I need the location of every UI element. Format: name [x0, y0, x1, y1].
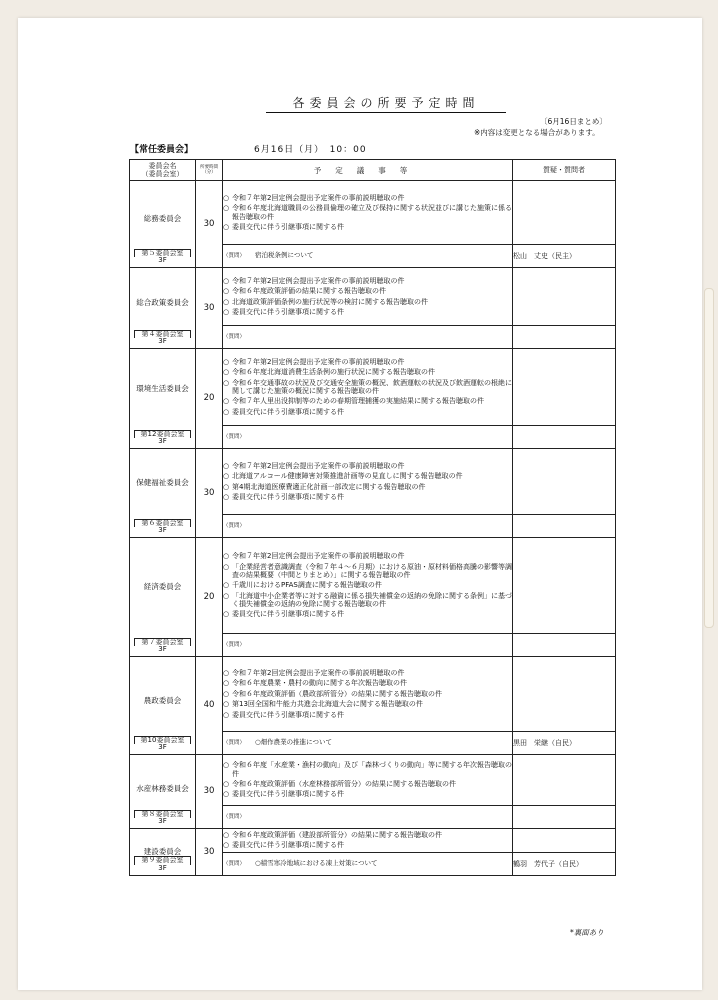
question-topic-cell — [223, 852, 513, 875]
committee-room — [134, 810, 191, 826]
schedule-body — [130, 181, 616, 876]
agenda-item-text: 令和７年第2回定例会提出予定案件の事前説明聴取の件 — [232, 193, 405, 202]
agenda-item-text: 令和７年第2回定例会提出予定案件の事前説明聴取の件 — [232, 357, 405, 366]
agenda-item — [223, 669, 512, 677]
header-questioner: 質疑・質問者 — [513, 160, 616, 181]
committee-cell — [130, 657, 196, 755]
bullet-circle-icon: ○ — [223, 761, 230, 770]
agenda-item — [223, 610, 512, 618]
question-label: （質問） — [223, 814, 246, 821]
agenda-item — [223, 679, 512, 687]
required-minutes: 20 — [196, 349, 223, 449]
agenda-item-text: 令和６年度北海道職員の公務員倫理の確立及び保持に関する状況並びに講じた施策に係る報告聴取の件 — [232, 204, 512, 221]
section-heading: 【常任委員会】 — [130, 145, 194, 155]
committee-room — [134, 638, 191, 654]
agenda-item-text: 令和６年度政策評価（建設部所管分）の結果に関する報告聴取の件 — [232, 831, 442, 839]
committee-row — [130, 657, 616, 732]
agenda-item — [223, 308, 512, 316]
committee-name: 総合政策委員会 — [136, 298, 189, 308]
agenda-items — [223, 349, 513, 426]
agenda-items — [223, 449, 513, 515]
questioner-empty-cell — [513, 657, 616, 732]
bullet-circle-icon: ○ — [223, 562, 230, 571]
bullet-circle-icon: ○ — [223, 222, 230, 231]
agenda-item — [223, 493, 512, 501]
agenda-item-text: 北海道アルコール健康障害対策推進計画等の見直しに関する報告聴取の件 — [232, 472, 463, 481]
agenda-item — [223, 408, 512, 416]
bullet-circle-icon: ○ — [223, 591, 230, 600]
questioner-empty-cell — [513, 755, 616, 806]
bullet-circle-icon: ○ — [223, 689, 230, 698]
committee-room — [134, 330, 191, 346]
agenda-item-text: 令和７年人里出没抑制等のための春期管理捕獲の実施結果に関する報告聴取の件 — [232, 397, 484, 406]
committee-row — [130, 829, 616, 853]
agenda-item — [223, 223, 512, 231]
agenda-item-text: 令和７年第2回定例会提出予定案件の事前説明聴取の件 — [232, 461, 405, 470]
committee-cell — [130, 755, 196, 829]
committee-name: 水産林務委員会 — [136, 784, 189, 794]
agenda-item — [223, 462, 512, 470]
committee-name: 農政委員会 — [143, 695, 182, 705]
room-floor: 3F — [158, 743, 167, 752]
agenda-items — [223, 829, 513, 853]
agenda-item-text: 令和６年度政策評価の結果に関する報告聴取の件 — [232, 287, 386, 296]
agenda-item — [223, 358, 512, 366]
committee-room — [134, 430, 191, 446]
committee-cell — [130, 268, 196, 349]
committee-name: 総務委員会 — [143, 213, 182, 223]
agenda-item-text: 令和７年第2回定例会提出予定案件の事前説明聴取の件 — [232, 669, 405, 678]
bullet-circle-icon: ○ — [223, 378, 230, 387]
session-datetime: 6月16日（月） 10：00 — [254, 145, 367, 155]
bullet-circle-icon: ○ — [223, 276, 230, 285]
agenda-item — [223, 483, 512, 491]
room-floor: 3F — [158, 864, 167, 873]
room-floor: 3F — [158, 526, 167, 535]
agenda-item-text: 令和７年第2回定例会提出予定案件の事前説明聴取の件 — [232, 552, 405, 561]
agenda-item-text: 「北海道中小企業者等に対する融資に係る損失補償金の返納の免除に関する条例」に基づく損失補償金の返納の免除に関する報告聴取の件 — [232, 591, 512, 609]
agenda-item-text: 北海道政策評価条例の施行状況等の検討に関する報告聴取の件 — [232, 297, 428, 306]
agenda-item-text: 令和６年度農業・農村の動向に関する年次報告聴取の件 — [232, 679, 407, 688]
room-floor: 3F — [158, 256, 167, 265]
committee-cell — [130, 181, 196, 268]
bullet-circle-icon: ○ — [223, 679, 230, 688]
bullet-circle-icon: ○ — [223, 710, 230, 719]
question-topic-cell — [223, 732, 513, 755]
committee-row — [130, 538, 616, 634]
document-title: 各委員会の所要予定時間 — [266, 94, 506, 113]
agenda-item-text: 令和７年第2回定例会提出予定案件の事前説明聴取の件 — [232, 276, 405, 285]
agenda-item-text: 第4期北海道医療費適正化計画一部改定に関する報告聴取の件 — [232, 482, 426, 491]
agenda-item-text: 委員交代に伴う引継事項に関する件 — [232, 790, 344, 799]
room-name: 第９委員会室 — [134, 856, 191, 865]
bullet-circle-icon: ○ — [223, 204, 230, 213]
agenda-item-text: 委員交代に伴う引継事項に関する件 — [232, 841, 344, 850]
required-minutes: 30 — [196, 755, 223, 829]
bullet-circle-icon: ○ — [223, 193, 230, 202]
question-label: （質問） — [223, 642, 246, 649]
required-minutes: 30 — [196, 268, 223, 349]
header-minutes: 所要時間 （分） — [196, 160, 223, 181]
question-label: （質問） — [223, 740, 246, 747]
agenda-items — [223, 268, 513, 326]
agenda-items — [223, 538, 513, 634]
question-topic-cell — [223, 806, 513, 829]
bullet-circle-icon: ○ — [223, 407, 230, 416]
questioner-name: 黒田 栄継（自民） — [513, 732, 616, 755]
room-name: 第12委員会室 — [134, 430, 191, 439]
bullet-circle-icon: ○ — [223, 287, 230, 296]
bullet-circle-icon: ○ — [223, 790, 230, 799]
agenda-item — [223, 563, 512, 580]
header-committee: 委員会名 （委員会室） — [130, 160, 196, 181]
question-topic: 宿泊税条例について — [255, 251, 314, 260]
questioner-empty-cell — [513, 538, 616, 634]
agenda-item-text: 第13回全国和牛能力共進会北海道大会に関する報告聴取の件 — [232, 700, 423, 709]
question-label: （質問） — [223, 860, 246, 867]
committee-row — [130, 449, 616, 515]
agenda-item — [223, 700, 512, 708]
room-name: 第５委員会室 — [134, 249, 191, 258]
reverse-side-note: *裏面あり — [570, 928, 604, 937]
questioner-empty-cell — [513, 268, 616, 326]
question-topic-cell — [223, 515, 513, 538]
committee-room — [134, 249, 191, 265]
room-name: 第４委員会室 — [134, 330, 191, 339]
committee-room — [134, 856, 191, 872]
question-topic-cell — [223, 326, 513, 349]
bullet-circle-icon: ○ — [223, 700, 230, 709]
document-page — [18, 18, 702, 990]
change-notice: ※内容は変更となる場合があります。 — [474, 128, 600, 137]
agenda-item — [223, 711, 512, 719]
header-items: 予定議事等 — [223, 160, 513, 181]
committee-row — [130, 349, 616, 426]
agenda-item-text: 令和６年度政策評価（水産林務部所管分）の結果に関する報告聴取の件 — [232, 780, 456, 788]
questioner-name: 鶴羽 芳代子（自民） — [513, 852, 616, 875]
agenda-item — [223, 780, 512, 788]
scroll-handle[interactable] — [704, 288, 714, 628]
committee-cell — [130, 449, 196, 538]
bullet-circle-icon: ○ — [223, 780, 230, 788]
agenda-items — [223, 657, 513, 732]
required-minutes: 30 — [196, 829, 223, 876]
agenda-item — [223, 841, 512, 849]
room-name: 第７委員会室 — [134, 638, 191, 647]
questioner-empty-cell — [513, 181, 616, 245]
question-label: （質問） — [223, 253, 246, 260]
bullet-circle-icon: ○ — [223, 357, 230, 366]
agenda-item-text: 委員交代に伴う引継事項に関する件 — [232, 492, 344, 501]
bullet-circle-icon: ○ — [223, 552, 230, 561]
questioner-name — [513, 326, 616, 349]
committee-cell — [130, 829, 196, 876]
room-floor: 3F — [158, 337, 167, 346]
bullet-circle-icon: ○ — [223, 831, 230, 839]
bullet-circle-icon: ○ — [223, 669, 230, 678]
agenda-item-text: 令和６年度北海道消費生活条例の施行状況に関する報告聴取の件 — [232, 368, 435, 377]
agenda-items — [223, 181, 513, 245]
room-floor: 3F — [158, 437, 167, 446]
agenda-item — [223, 790, 512, 798]
committee-row — [130, 181, 616, 245]
agenda-item-text: 委員交代に伴う引継事項に関する件 — [232, 407, 344, 416]
question-topic: ○積雪寒冷地域における凍上対策について — [255, 858, 378, 867]
bullet-circle-icon: ○ — [223, 461, 230, 470]
committee-name: 保健福祉委員会 — [136, 478, 189, 488]
room-name: 第10委員会室 — [134, 736, 191, 745]
bullet-circle-icon: ○ — [223, 482, 230, 491]
questioner-empty-cell — [513, 829, 616, 853]
committee-cell — [130, 538, 196, 657]
committee-room — [134, 519, 191, 535]
committee-room — [134, 736, 191, 752]
bullet-circle-icon: ○ — [223, 297, 230, 306]
agenda-item-text: 令和６年度政策評価（農政部所管分）の結果に関する報告聴取の件 — [232, 689, 442, 698]
question-topic-cell — [223, 634, 513, 657]
questioner-name — [513, 634, 616, 657]
questioner-name: 松山 丈史（民主） — [513, 245, 616, 268]
room-floor: 3F — [158, 817, 167, 826]
committee-name: 環境生活委員会 — [136, 383, 189, 393]
committee-row — [130, 755, 616, 806]
agenda-item — [223, 472, 512, 480]
agenda-item-text: 令和６年度「水産業・漁村の動向」及び「森林づくりの動向」等に関する年次報告聴取の件 — [232, 761, 512, 778]
questioner-empty-cell — [513, 449, 616, 515]
room-name: 第８委員会室 — [134, 810, 191, 819]
questioner-empty-cell — [513, 349, 616, 426]
questioner-name — [513, 806, 616, 829]
schedule-table — [129, 159, 616, 876]
committee-name: 経済委員会 — [143, 581, 182, 591]
question-topic-cell — [223, 245, 513, 268]
agenda-item-text: 千歳川におけるPFAS調査に関する報告聴取の件 — [232, 581, 382, 590]
agenda-item — [223, 204, 512, 221]
required-minutes: 30 — [196, 449, 223, 538]
questioner-name — [513, 426, 616, 449]
agenda-item-text: 「企業経営者意識調査（令和７年４～６月期）における原油・原材料価格高騰の影響等調査の結果概要（中間とりまとめ）」に関する報告聴取の件 — [232, 562, 512, 579]
agenda-item — [223, 397, 512, 405]
room-floor: 3F — [158, 645, 167, 654]
agenda-item-text: 令和６年交通事故の状況及び交通安全施策の概況、飲酒運転の状況及び飲酒運転の根絶に関して講じた施策の概況に関する報告聴取の件 — [232, 378, 512, 395]
agenda-item — [223, 379, 512, 396]
question-label: （質問） — [223, 523, 246, 530]
agenda-item-text: 委員交代に伴う引継事項に関する件 — [232, 307, 344, 316]
compiled-date-note: 〔6月16日まとめ〕 — [540, 117, 607, 126]
committee-row — [130, 268, 616, 326]
bullet-circle-icon: ○ — [223, 581, 230, 590]
bullet-circle-icon: ○ — [223, 472, 230, 481]
agenda-item — [223, 581, 512, 589]
agenda-item — [223, 761, 512, 778]
committee-name: 建設委員会 — [143, 847, 182, 857]
bullet-circle-icon: ○ — [223, 492, 230, 501]
bullet-circle-icon: ○ — [223, 841, 230, 850]
agenda-item-text: 委員交代に伴う引継事項に関する件 — [232, 710, 344, 719]
agenda-item-text: 委員交代に伴う引継事項に関する件 — [232, 222, 344, 231]
room-name: 第６委員会室 — [134, 519, 191, 528]
agenda-item — [223, 368, 512, 376]
agenda-item — [223, 298, 512, 306]
agenda-item — [223, 194, 512, 202]
agenda-item — [223, 277, 512, 285]
agenda-item-text: 委員交代に伴う引継事項に関する件 — [232, 610, 344, 619]
agenda-item — [223, 287, 512, 295]
committee-cell — [130, 349, 196, 449]
required-minutes: 40 — [196, 657, 223, 755]
bullet-circle-icon: ○ — [223, 368, 230, 377]
question-label: （質問） — [223, 334, 246, 341]
agenda-item — [223, 831, 512, 839]
required-minutes: 20 — [196, 538, 223, 657]
agenda-item — [223, 552, 512, 560]
bullet-circle-icon: ○ — [223, 610, 230, 619]
question-label: （質問） — [223, 434, 246, 441]
agenda-item — [223, 690, 512, 698]
agenda-items — [223, 755, 513, 806]
questioner-name — [513, 515, 616, 538]
bullet-circle-icon: ○ — [223, 397, 230, 406]
agenda-item — [223, 592, 512, 609]
question-topic: ○畑作農業の推進について — [255, 738, 333, 747]
question-topic-cell — [223, 426, 513, 449]
required-minutes: 30 — [196, 181, 223, 268]
bullet-circle-icon: ○ — [223, 307, 230, 316]
